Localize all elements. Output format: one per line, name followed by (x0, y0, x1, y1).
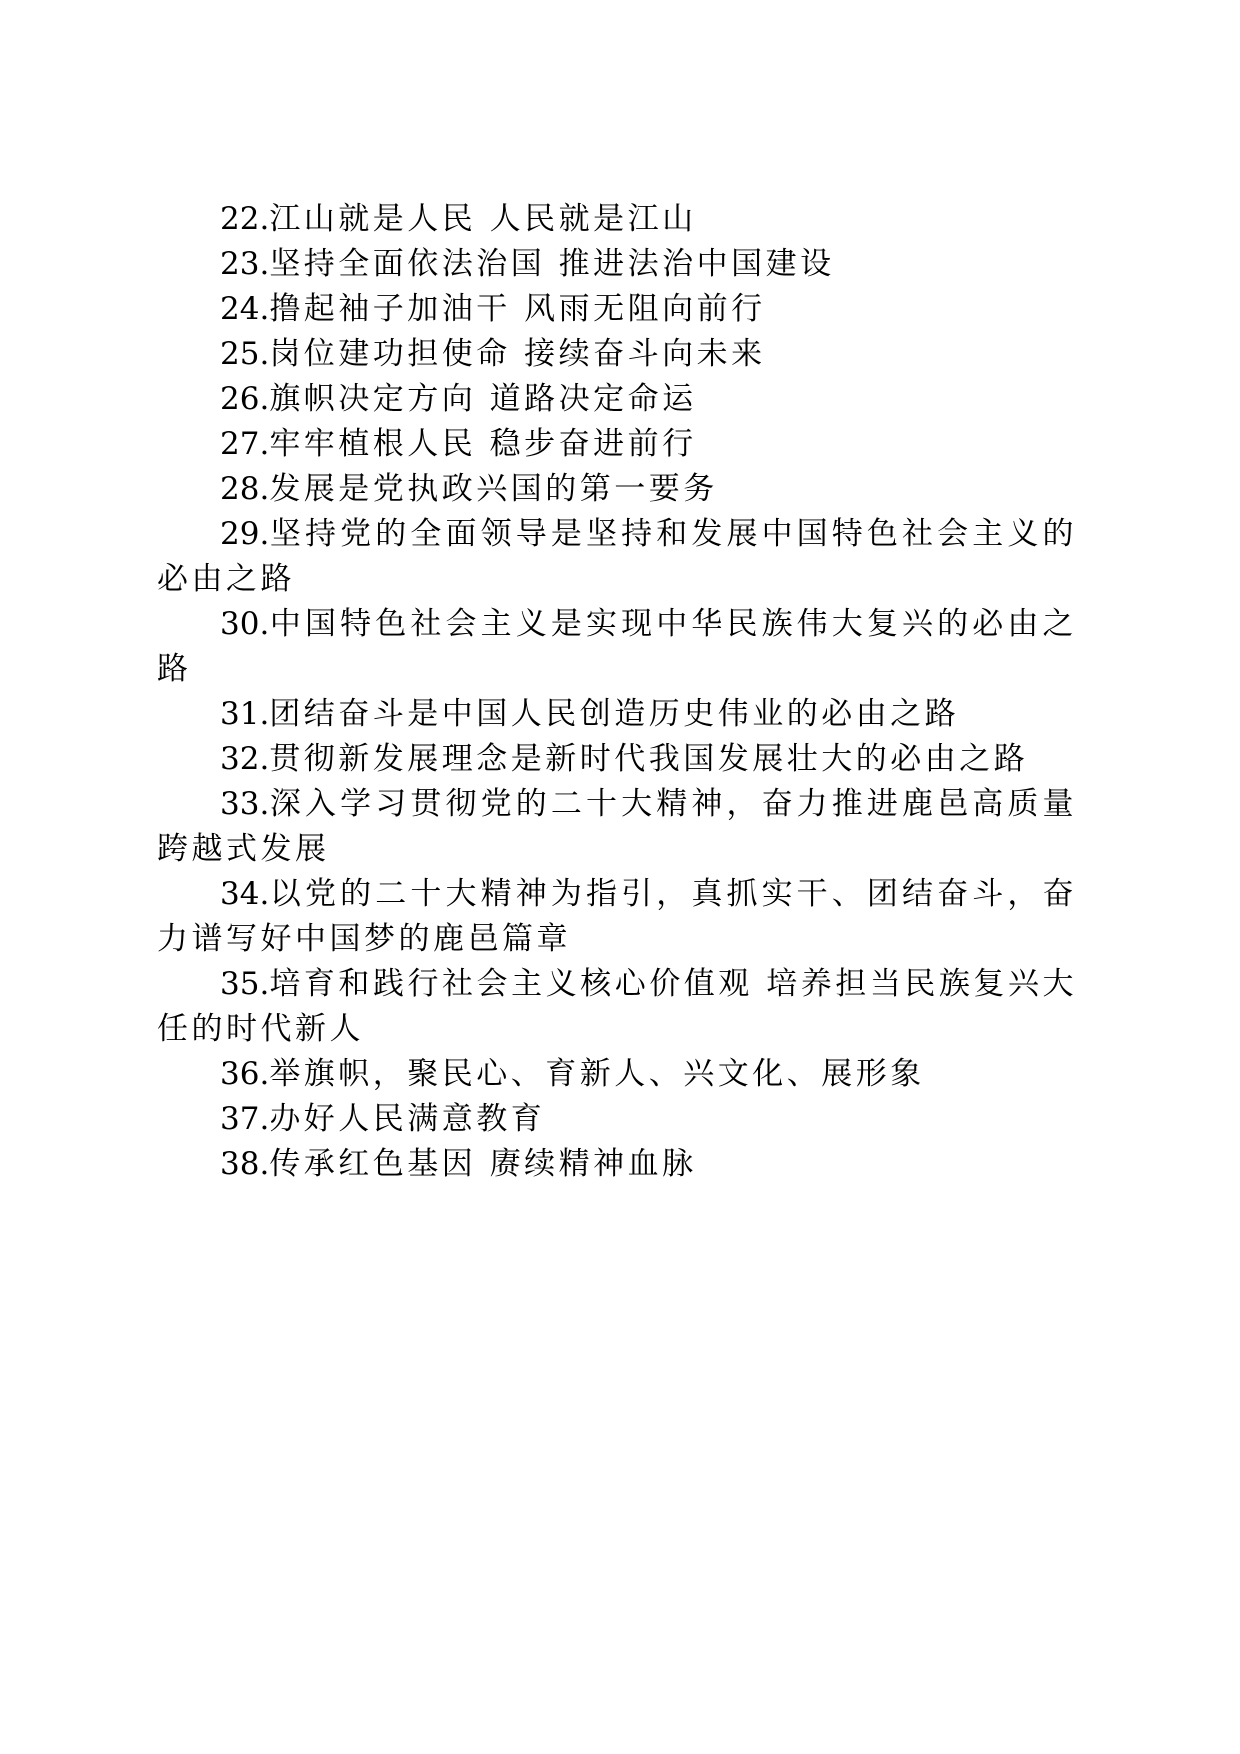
item-text: 撸起袖子加油干 风雨无阻向前行 (269, 291, 766, 327)
item-number: 37. (220, 1101, 270, 1137)
list-item (157, 197, 1077, 242)
list-item (157, 287, 1077, 332)
item-number: 33. (220, 786, 270, 822)
item-text: 坚持党的全面领导是坚持和发展中国特色社会主义的必由之路 (157, 516, 1077, 597)
list-item (157, 962, 1077, 1052)
item-number: 22. (220, 201, 270, 237)
item-number: 34. (220, 876, 270, 912)
item-text: 以党的二十大精神为指引，真抓实干、团结奋斗，奋力谱写好中国梦的鹿邑篇章 (157, 876, 1077, 957)
item-text: 贯彻新发展理念是新时代我国发展壮大的必由之路 (269, 741, 1029, 777)
list-item (157, 1142, 1077, 1187)
item-text: 传承红色基因 赓续精神血脉 (269, 1146, 697, 1182)
item-text: 深入学习贯彻党的二十大精神，奋力推进鹿邑高质量跨越式发展 (157, 786, 1077, 867)
item-text: 江山就是人民 人民就是江山 (269, 201, 697, 237)
item-text: 岗位建功担使命 接续奋斗向未来 (269, 336, 766, 372)
list-item (157, 872, 1077, 962)
list-item (157, 512, 1077, 602)
list-item (157, 737, 1077, 782)
item-text: 坚持全面依法治国 推进法治中国建设 (269, 246, 835, 282)
item-number: 26. (220, 381, 270, 417)
list-item (157, 422, 1077, 467)
list-item (157, 602, 1077, 692)
item-text: 发展是党执政兴国的第一要务 (269, 471, 718, 507)
item-number: 36. (220, 1056, 270, 1092)
item-text: 旗帜决定方向 道路决定命运 (269, 381, 697, 417)
item-number: 23. (220, 246, 270, 282)
item-number: 25. (220, 336, 270, 372)
item-number: 38. (220, 1146, 270, 1182)
item-text: 办好人民满意教育 (269, 1101, 546, 1137)
item-number: 30. (220, 606, 270, 642)
item-text: 举旗帜，聚民心、育新人、兴文化、展形象 (269, 1056, 925, 1092)
item-number: 31. (220, 696, 270, 732)
item-number: 35. (220, 966, 270, 1002)
item-number: 28. (220, 471, 270, 507)
list-item (157, 242, 1077, 287)
item-number: 32. (220, 741, 270, 777)
item-number: 24. (220, 291, 270, 327)
list-item (157, 377, 1077, 422)
list-item (157, 1052, 1077, 1097)
item-number: 29. (220, 516, 270, 552)
list-item (157, 782, 1077, 872)
item-text: 培育和践行社会主义核心价值观 培养担当民族复兴大任的时代新人 (157, 966, 1077, 1047)
item-text: 中国特色社会主义是实现中华民族伟大复兴的必由之路 (157, 606, 1077, 687)
list-item (157, 467, 1077, 512)
item-text: 牢牢植根人民 稳步奋进前行 (269, 426, 697, 462)
item-number: 27. (220, 426, 270, 462)
list-item (157, 1097, 1077, 1142)
item-text: 团结奋斗是中国人民创造历史伟业的必由之路 (269, 696, 960, 732)
list-item (157, 692, 1077, 737)
list-item (157, 332, 1077, 377)
slogan-list (157, 197, 1077, 1187)
